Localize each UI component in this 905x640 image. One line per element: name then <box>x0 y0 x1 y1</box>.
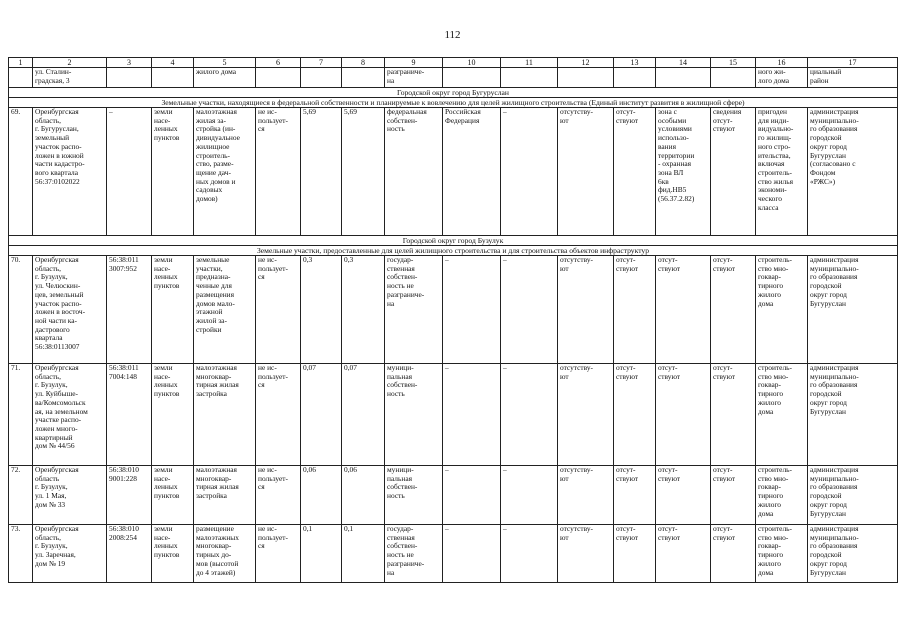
cell: Оренбургская область, г. Бузулук, ул. Челюскин- цев, земельный участок распо- ложен в восточ- ной части ка- дастрового квартала 56:38:0113007 <box>33 256 107 364</box>
cell: 5,69 <box>342 108 385 236</box>
table-row <box>9 364 898 466</box>
cell: отсут- ствуют <box>656 364 711 466</box>
cell: государ- ственная собствен- ность не разграниче- на <box>385 256 443 364</box>
table-row <box>9 256 898 364</box>
cell: отсут- ствуют <box>656 256 711 364</box>
cell: отсут- ствуют <box>614 256 656 364</box>
cell: 56:38:011 7004:148 <box>107 364 152 466</box>
cell: ного жи- лого дома <box>756 68 808 88</box>
col-num: 5 <box>194 58 256 68</box>
cell: 56:38:010 9001:228 <box>107 466 152 525</box>
cell: – <box>443 364 501 466</box>
cell: не ис- пользует- ся <box>256 364 301 466</box>
cell: сведения отсут- ствуют <box>711 108 756 236</box>
cell: администрация муниципально- го образования городской округ город Бугуруслан (согласовано с Фондом «РЖС») <box>808 108 898 236</box>
cell: отсут- ствуют <box>711 466 756 525</box>
cell: 0,3 <box>342 256 385 364</box>
cell: отсутству- ют <box>558 108 614 236</box>
cell: 0,06 <box>301 466 342 525</box>
cell <box>614 68 656 88</box>
cell <box>301 68 342 88</box>
cell: – <box>443 256 501 364</box>
cell: 0,1 <box>301 525 342 583</box>
cell: отсут- ствуют <box>614 525 656 583</box>
cell <box>256 68 301 88</box>
cell: отсут- ствуют <box>711 525 756 583</box>
cell: строитель- ство мно- гоквар- тирного жилого дома <box>756 256 808 364</box>
cell: земли насе- ленных пунктов <box>152 466 194 525</box>
cell: разграниче- на <box>385 68 443 88</box>
cell: отсутству- ют <box>558 525 614 583</box>
col-num: 12 <box>558 58 614 68</box>
table-row <box>9 108 898 236</box>
table-row <box>9 466 898 525</box>
row-number: 73. <box>9 525 33 583</box>
cell: – <box>443 525 501 583</box>
section-heading-federal: Земельные участки, находящиеся в федеральной собственности и планируемые к вовлечению для целей жилищного строительства (Единый институт развития в жилищной сфере) <box>9 98 898 108</box>
column-number-row <box>9 58 898 68</box>
cell: отсут- ствуют <box>614 364 656 466</box>
cell: не ис- пользует- ся <box>256 466 301 525</box>
cell: 0,06 <box>342 466 385 525</box>
col-num: 11 <box>501 58 558 68</box>
cell: администрация муниципально- го образования городской округ город Бугуруслан <box>808 256 898 364</box>
cell: не ис- пользует- ся <box>256 256 301 364</box>
cell: пригоден для инди- видуально- го жилищ- ного стро- ительства, включая строитель- ство жилья экономи- ческого класса <box>756 108 808 236</box>
cell: зона с особыми условиями использо- вания территории - охранная зона ВЛ 6кв фид.НВ5 (56.37.2.82) <box>656 108 711 236</box>
cell <box>558 68 614 88</box>
col-num: 4 <box>152 58 194 68</box>
col-num: 8 <box>342 58 385 68</box>
cell: федеральная собствен- ность <box>385 108 443 236</box>
row-number: 69. <box>9 108 33 236</box>
cell: – <box>501 256 558 364</box>
cell: не ис- пользует- ся <box>256 108 301 236</box>
cell: отсут- ствуют <box>656 466 711 525</box>
cell <box>107 68 152 88</box>
cell <box>152 68 194 88</box>
cell: отсут- ствуют <box>711 256 756 364</box>
cell: государ- ственная собствен- ность не разграниче- на <box>385 525 443 583</box>
col-num: 2 <box>33 58 107 68</box>
cell: – <box>107 108 152 236</box>
section-heading-infrastructure: Земельные участки, предоставленные для целей жилищного строительства и для строительства объектов инфраструктур <box>9 246 898 256</box>
cell: Российская Федерация <box>443 108 501 236</box>
cell <box>656 68 711 88</box>
continuation-row <box>9 68 898 88</box>
cell: отсут- ствуют <box>614 108 656 236</box>
col-num: 1 <box>9 58 33 68</box>
section-row <box>9 88 898 98</box>
cell: Оренбургская область, г. Бузулук, ул. Куйбыше- ва/Комсомольск ая, на земельном участке распо- ложен много- квартирный дом № 44/56 <box>33 364 107 466</box>
cell: жилого дома <box>194 68 256 88</box>
cell: 0,07 <box>342 364 385 466</box>
section-row <box>9 246 898 256</box>
cell: 0,3 <box>301 256 342 364</box>
cell: строитель- ство мно- гоквар- тирного жилого дома <box>756 364 808 466</box>
cell: – <box>443 466 501 525</box>
cell <box>711 68 756 88</box>
cell: малоэтажная многоквар- тирная жилая застройка <box>194 466 256 525</box>
land-plots-table <box>8 57 898 583</box>
cell: 0,1 <box>342 525 385 583</box>
cell: – <box>501 466 558 525</box>
table-row <box>9 525 898 583</box>
cell: земли насе- ленных пунктов <box>152 256 194 364</box>
section-row <box>9 98 898 108</box>
section-row <box>9 236 898 246</box>
row-number: 72. <box>9 466 33 525</box>
cell: отсутству- ют <box>558 364 614 466</box>
row-number: 71. <box>9 364 33 466</box>
cell: 56:38:011 3007:952 <box>107 256 152 364</box>
cell: земельные участки, предназна- ченные для размещения домов мало- этажной жилой за- стройки <box>194 256 256 364</box>
cell <box>342 68 385 88</box>
cell: Оренбургская область, г. Бузулук, ул. Заречная, дом № 19 <box>33 525 107 583</box>
cell: отсутству- ют <box>558 466 614 525</box>
page-number: 112 <box>444 29 461 41</box>
cell: малоэтажная многоквар- тирная жилая застройка <box>194 364 256 466</box>
cell: строитель- ство мно- гоквар- тирного жилого дома <box>756 525 808 583</box>
cell: 0,07 <box>301 364 342 466</box>
col-num: 15 <box>711 58 756 68</box>
cell: 5,69 <box>301 108 342 236</box>
cell: Оренбургская область г. Бузулук, ул. 1 Мая, дом № 33 <box>33 466 107 525</box>
col-num: 6 <box>256 58 301 68</box>
col-num: 16 <box>756 58 808 68</box>
cell: муници- пальная собствен- ность <box>385 364 443 466</box>
cell: ул. Сталин- градская, 3 <box>33 68 107 88</box>
cell: строитель- ство мно- гоквар- тирного жилого дома <box>756 466 808 525</box>
cell: отсут- ствуют <box>711 364 756 466</box>
cell: – <box>501 525 558 583</box>
cell: Оренбургская область, г. Бугуруслан, земельный участок распо- ложен в южной части кадастро- вого квартала 56:37:0102022 <box>33 108 107 236</box>
cell: – <box>501 108 558 236</box>
col-num: 9 <box>385 58 443 68</box>
cell: циальный район <box>808 68 898 88</box>
cell: отсутству- ют <box>558 256 614 364</box>
cell: малоэтажная жилая за- стройка (ин- дивидуальное жилищное строитель- ство, разме- щение дач- ных домов и садовых домов) <box>194 108 256 236</box>
col-num: 14 <box>656 58 711 68</box>
col-num: 7 <box>301 58 342 68</box>
cell: 56:38:010 2008:254 <box>107 525 152 583</box>
cell <box>501 68 558 88</box>
cell: размещение малоэтажных многоквар- тирных до- мов (высотой до 4 этажей) <box>194 525 256 583</box>
cell: отсут- ствуют <box>656 525 711 583</box>
cell: администрация муниципально- го образования городской округ город Бугуруслан <box>808 364 898 466</box>
section-heading-bugruslan: Городской округ город Бугуруслан <box>9 88 898 98</box>
cell: администрация муниципально- го образования городской округ город Бугуруслан <box>808 525 898 583</box>
cell <box>443 68 501 88</box>
col-num: 10 <box>443 58 501 68</box>
cell: не ис- пользует- ся <box>256 525 301 583</box>
cell: земли насе- ленных пунктов <box>152 364 194 466</box>
row-number: 70. <box>9 256 33 364</box>
col-num: 13 <box>614 58 656 68</box>
cell: администрация муниципально- го образования городской округ город Бугуруслан <box>808 466 898 525</box>
col-num: 17 <box>808 58 898 68</box>
cell: земли насе- ленных пунктов <box>152 108 194 236</box>
cell <box>9 68 33 88</box>
cell: отсут- ствуют <box>614 466 656 525</box>
cell: муници- пальная собствен- ность <box>385 466 443 525</box>
cell: – <box>501 364 558 466</box>
section-heading-buzuluk: Городской округ город Бузулук <box>9 236 898 246</box>
col-num: 3 <box>107 58 152 68</box>
cell: земли насе- ленных пунктов <box>152 525 194 583</box>
